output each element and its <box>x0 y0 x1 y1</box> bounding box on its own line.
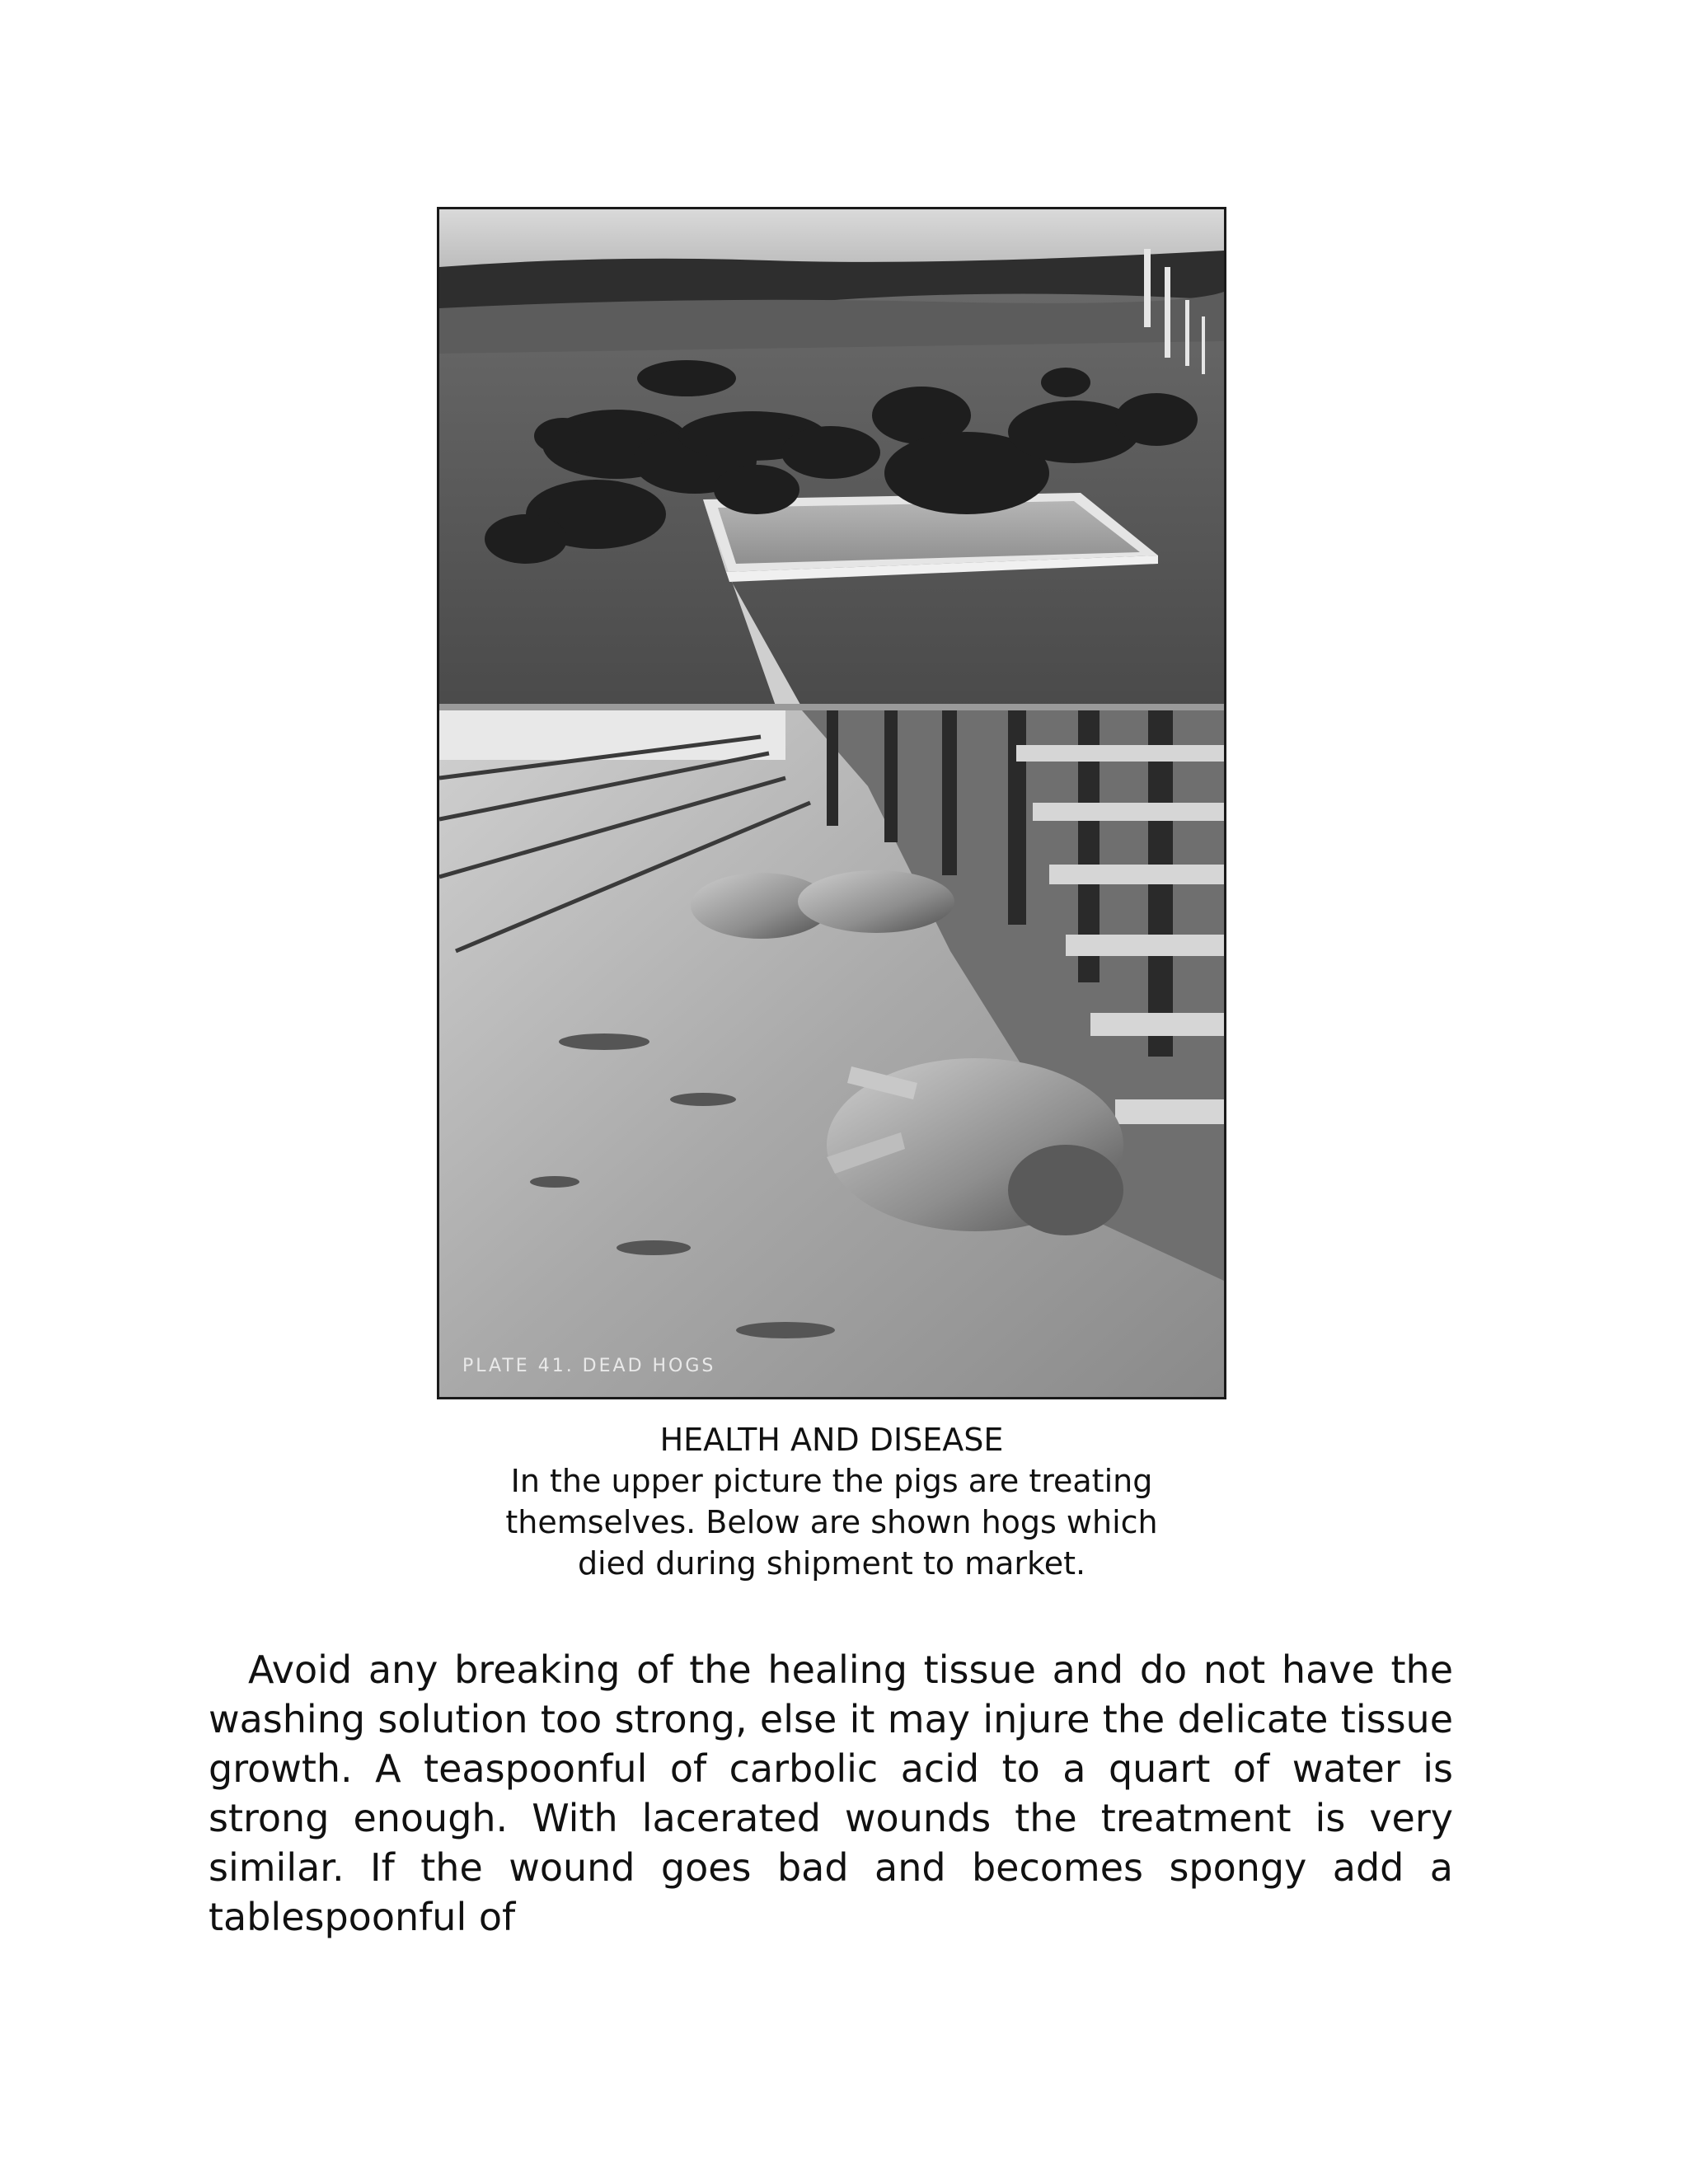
body-paragraph-text: Avoid any breaking of the healing tissue and do not have the washing solution too strong, else it may injure the delicate tissue growth. A teaspoonful of carbolic acid to a quart of water is strong enough. With lacerated wounds the treatment is very similar. If the wound goes bad and becomes spongy add a tablespoonful of <box>209 1647 1453 1939</box>
plate-label: PLATE 41. DEAD HOGS <box>462 1356 716 1376</box>
upper-photo <box>439 209 1224 710</box>
caption-title: HEALTH AND DISEASE <box>659 1422 1004 1458</box>
body-paragraph <box>209 1645 1453 1942</box>
caption-text: In the upper picture the pigs are treating themselves. Below are shown hogs which died during shipment to market. <box>505 1463 1158 1582</box>
lower-photo <box>439 710 1224 1397</box>
photo-plate-svg <box>439 209 1224 1397</box>
photo-plate <box>437 207 1226 1399</box>
figure-caption <box>437 1419 1226 1584</box>
